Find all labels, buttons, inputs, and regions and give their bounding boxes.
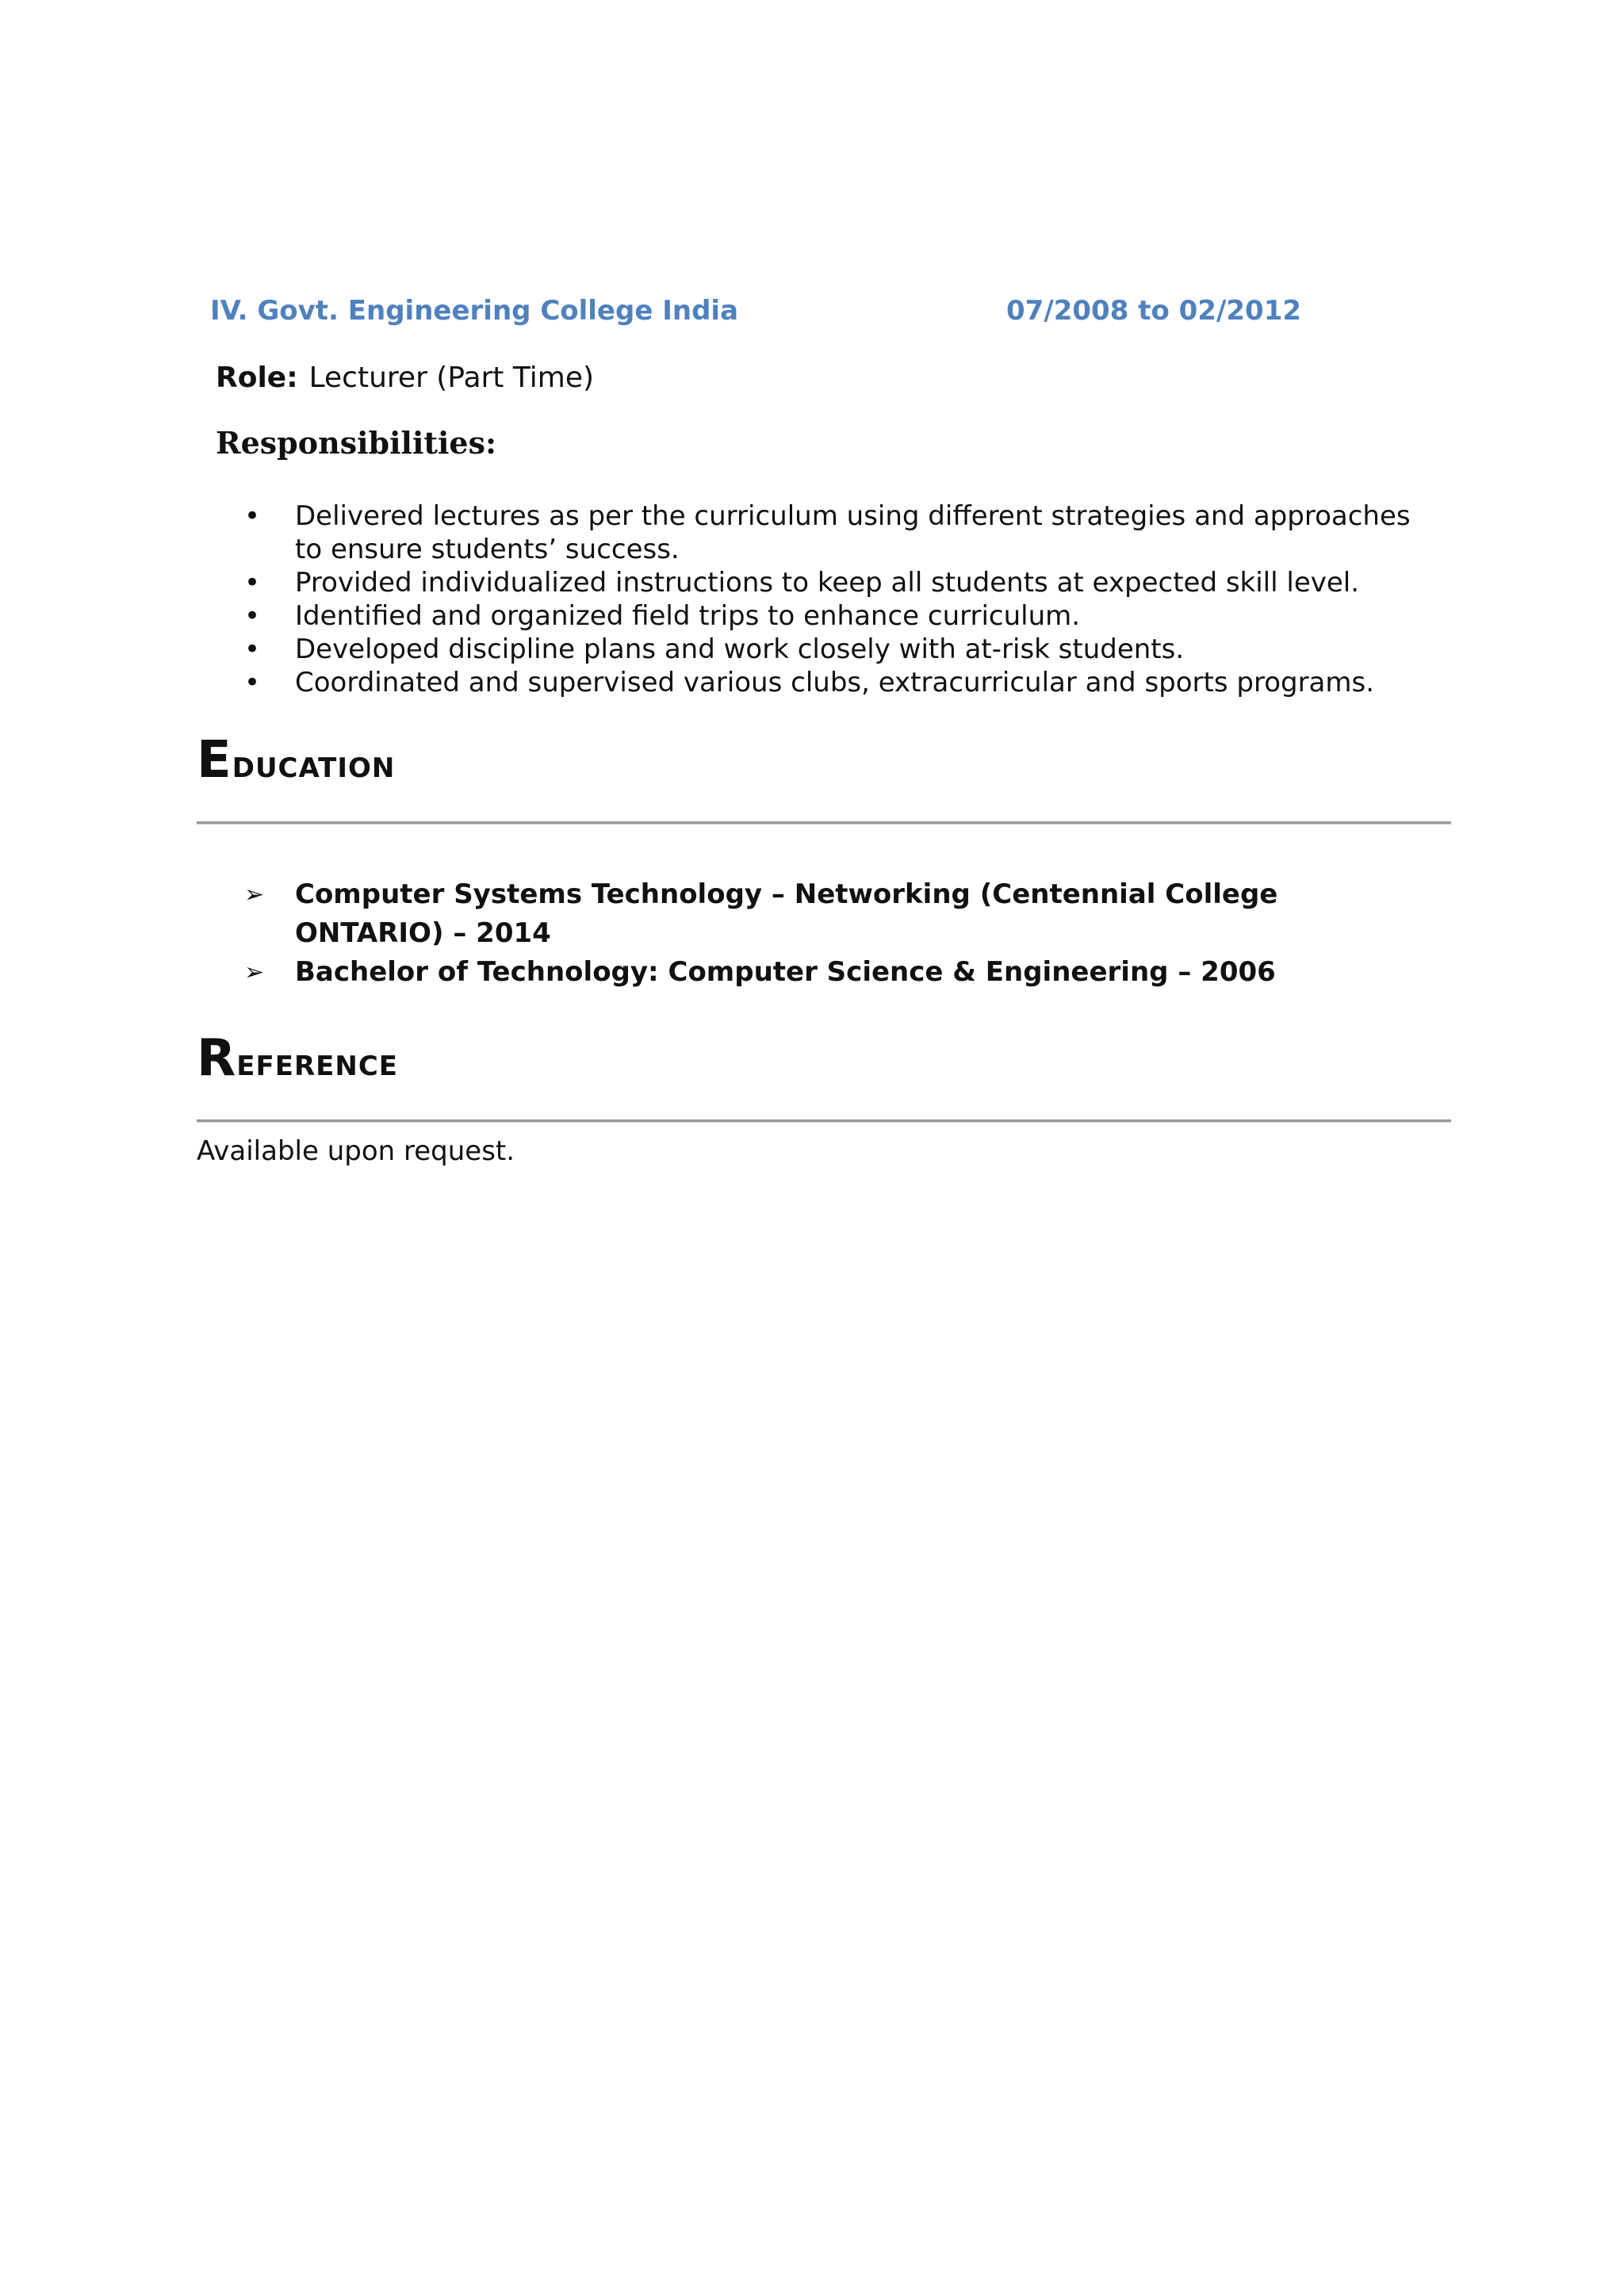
bullet-icon: • [244, 500, 261, 532]
responsibilities-heading: Responsibilities: [216, 425, 496, 461]
list-item: • Identified and organized field trips to enhance curriculum. [244, 600, 1081, 632]
responsibilities-list [238, 499, 1443, 699]
reference-text: Available upon request. [197, 1135, 515, 1167]
education-heading: EDUCATION [197, 731, 396, 790]
reference-divider [197, 1119, 1451, 1123]
list-item: ➢ Bachelor of Technology: Computer Science & Engineering – 2006 [244, 953, 1386, 992]
arrow-bullet-icon: ➢ [244, 959, 265, 986]
arrow-bullet-icon: ➢ [244, 881, 265, 909]
job-header [210, 295, 1336, 335]
role-value: Lecturer (Part Time) [308, 362, 595, 394]
list-item: • Coordinated and supervised various clubs, extracurricular and sports programs. [244, 667, 1375, 698]
bullet-icon: • [244, 567, 261, 599]
role-label: Role: [216, 362, 298, 394]
list-item: • Developed discipline plans and work closely with at-risk students. [244, 633, 1185, 665]
employer-name: IV. Govt. Engineering College India [210, 295, 739, 327]
bullet-icon: • [244, 633, 261, 665]
education-divider [197, 821, 1451, 825]
list-item: • Provided individualized instructions to keep all students at expected skill level. [244, 567, 1360, 599]
bullet-icon: • [244, 600, 261, 632]
role-line [216, 362, 594, 394]
reference-heading: REFERENCE [197, 1029, 398, 1088]
list-item: ➢ Computer Systems Technology – Networking (Centennial College ONTARIO) – 2014 [244, 875, 1386, 953]
bullet-icon: • [244, 667, 261, 698]
education-list [244, 875, 1386, 992]
list-item: • Delivered lectures as per the curriculum using different strategies and approaches to ensure students’ success. [244, 500, 1411, 565]
employment-dates: 07/2008 to 02/2012 [1006, 295, 1302, 327]
